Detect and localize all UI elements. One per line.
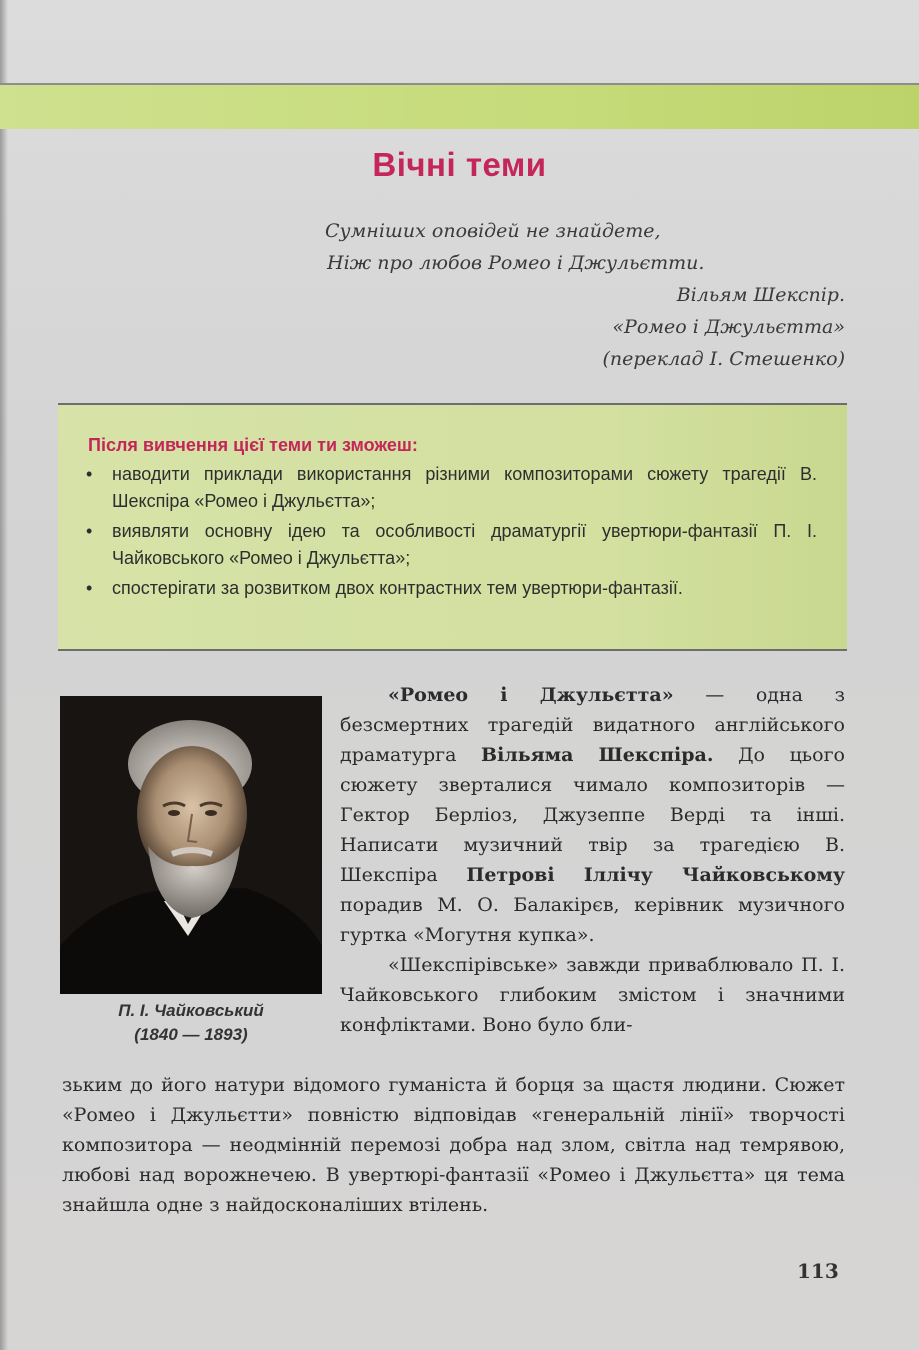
- goal-text: виявляти основну ідею та особливості драматургії увертюри-фантазії П. І. Чайковського «Ромео і Джульєтта»;: [112, 521, 817, 568]
- caption-years: (1840 — 1893): [134, 1025, 248, 1044]
- body-wide-text: зьким до його натури відомого гуманіста й борця за щастя людини. Сюжет «Ромео і Джульєтти» повністю відповідав «генеральній лінії» творчості композитора — неодмінній перемозі добра над злом, світла над темрявою, любові над ворожнечею. В увертюрі-фантазії «Ромео і Джульєтта» ця тема знайшла одне з найдосконаліших втілень.: [62, 1074, 845, 1216]
- portrait-illustration: [60, 696, 322, 994]
- goal-text: наводити приклади використання різними композиторами сюжету трагедії В. Шекспіра «Ромео і Джульєтта»;: [112, 464, 817, 511]
- header-band: [0, 83, 919, 129]
- epigraph-translation: (переклад І. Стешенко): [602, 348, 845, 370]
- caption-name: П. І. Чайковський: [118, 1001, 264, 1020]
- learning-goals-list: [86, 461, 817, 605]
- page-edge-shadow: [0, 0, 8, 1350]
- portrait-caption: [60, 999, 322, 1047]
- paragraph-1: [340, 680, 845, 950]
- bold-term: «Ромео і Джульєтта»: [388, 684, 674, 706]
- epigraph-author: Вільям Шекспір.: [676, 284, 845, 306]
- epigraph: [325, 215, 845, 375]
- text-run: — одна з безсмертних трагедій видатного англійського драматурга: [340, 684, 845, 766]
- body-column-text: [340, 680, 845, 1040]
- goal-item: [86, 518, 817, 572]
- learning-goals-heading: Після вивчення цієї теми ти зможеш:: [88, 435, 418, 455]
- bold-term: Петрові Іллічу Чайковському: [466, 864, 845, 886]
- epigraph-line-2: Ніж про любов Ромео і Джульєтти.: [327, 252, 705, 274]
- portrait-photo: [60, 696, 322, 994]
- goal-item: [86, 575, 817, 602]
- learning-goals-box: [58, 403, 847, 651]
- page-number: 113: [797, 1259, 839, 1283]
- epigraph-line-1: Сумніших оповідей не знайдете,: [325, 220, 661, 242]
- paragraph-2-start: «Шекспірівське» завжди приваблювало П. І. Чайковського глибоким змістом і значними конфліктами. Воно було бли-: [340, 954, 845, 1036]
- bold-term: Вільяма Шекспіра.: [481, 744, 714, 766]
- goal-item: [86, 461, 817, 515]
- bullet-icon: •: [86, 521, 93, 541]
- bullet-icon: •: [86, 464, 93, 484]
- epigraph-work: «Ромео і Джульєтта»: [612, 316, 845, 338]
- text-run: До цього сюжету зверталися чимало композиторів — Гектор Берліоз, Джузеппе Верді та інші. Написати музичний твір за трагедією В. Шекспіра: [340, 744, 845, 886]
- bullet-icon: •: [86, 578, 93, 598]
- goal-text: спостерігати за розвитком двох контрастних тем увертюри-фантазії.: [112, 578, 683, 598]
- text-run: порадив М. О. Балакірєв, керівник музичного гуртка «Могутня купка».: [340, 894, 845, 946]
- page-title: Вічні теми: [372, 146, 547, 183]
